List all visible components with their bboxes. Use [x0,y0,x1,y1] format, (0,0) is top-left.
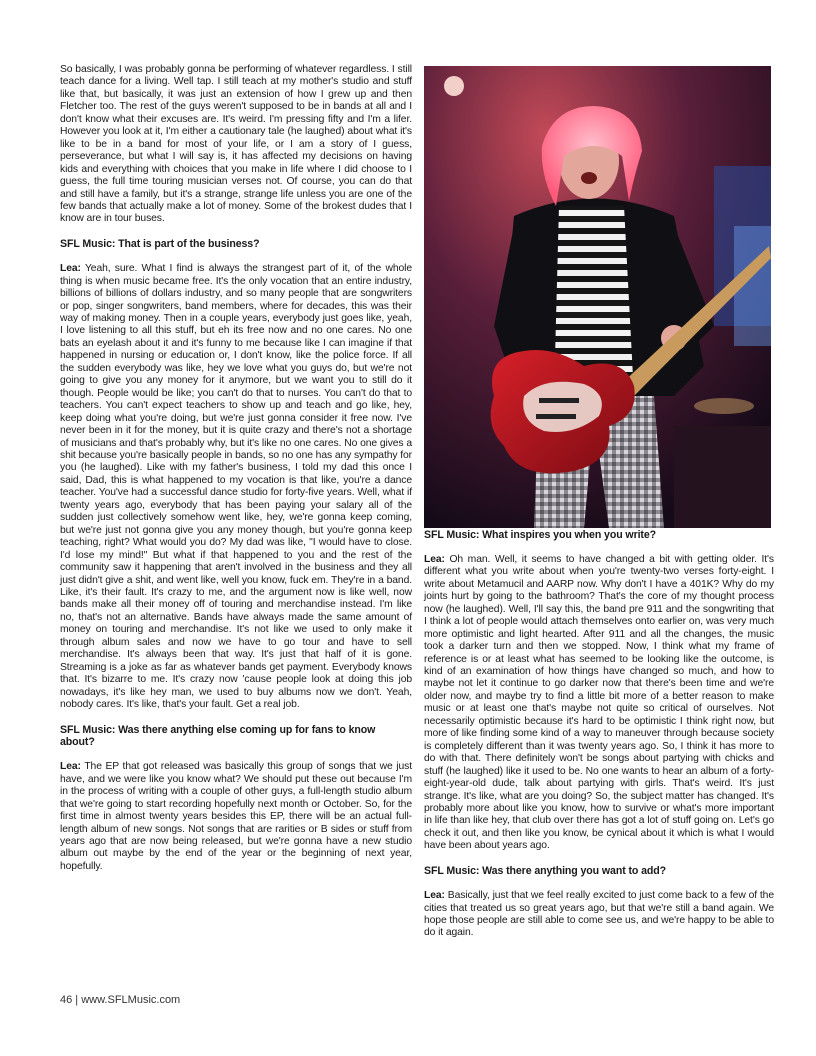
concert-photo [424,66,771,528]
answer-text: Yeah, sure. What I find is always the strangest part of it, of the whole thing is when music became free. It's the only vocation that an entire industry, billions of billions of dollars industry, and so many people that are songwriters or pop, singer songwriters, band members, where for decades, this was their way of making money. Then in a couple years, everybody just goes like, yeah, I love listening to all this stuff, but eh its free now and no one cares. No one bats an eyelash about it and it's funny to me because like I can imagine if that happened in nursing or education or, I don't know, like the police force. If all the sudden everybody was like, hey we love what you guys do, but we're not going to give you any money for it anymore, but we want you to still do it though. People would be like; you can't do that to nurses. You can't do that to teachers. You can't expect teachers to show up and teach and go like, hey, keep doing what you're doing, but we're just gonna consider it free now. I've never been in it for the money, but it is quite crazy and there's not a shortage of musicians and that's probably why, but it's like no one cares. No one gives a shit because you're basically people in bands, so no one has any sympathy for you (he laughed). Like with my father's business, I told my dad this once I said, Dad, this is what happened to my vocation is that like, you're a dance teacher. You've had a successful dance studio for forty-five years. Well, what if twenty years ago, everybody that has been paying your salary all of the sudden just collectively somehow went like, hey, we're gonna keep coming, but we're just not gonna give you any money though, but you're gonna keep teaching, right? What would you do? My dad was like, "I would have to close. I'd lose my mind!" But what if that happened to you and the rest of the community saw it happening that aren't involved in the business and they all just didn't give a shit, and went like, well you know, fuck em. They're in a band. Like, it's their fault. It's crazy to me, and the argument now is like well, now bands make all their money off of touring and merchandise instead. I'm like no, that's not an alternative. Bands have always made the same amount of money on touring and merchandise. It's not like we used to only make it through album sales and now we have to go tour and have to sell merchandise. It's always been that way. It's just that half of it is gone. Streaming is a joke as far as whatever bands get payment. Everybody knows that. It's bizarre to me. It's crazy now 'cause people look at doing this job nowadays, it's like hey man, we used to buy albums now we don't. Yeah, nobody cares. It's like, that's your fault. Get a real job. [60,263,412,711]
paragraph [60,64,412,226]
interview-answer [60,263,412,711]
answer-text: So basically, I was probably gonna be performing of whatever regardless. I still teach dance for a living. Well tap. I still teach at my mother's studio and stuff like that, but basically, it was just an extension of how I grew up and then Fletcher too. The rest of the guys weren't supposed to be in bands at all and I don't know what their excuses are. It's weird. I'm pressing fifty and I'm a lifer. However you look at it, I'm either a cautionary tale (he laughed) about what it's like to be in a band for most of your life, or I am a story of I guess, perseverance, but what I will say is, it has affected my decisions on having kids and everything with choices that you make in life where I did choose to I guess, the full time touring musician verses not. Of course, you can do that and still have a family, but it's a strange, strange life unless you are one of the few bands that actually make a lot of money. Some of the brokest dudes that I know are in tour buses. [60,64,412,225]
interview-answer [424,554,774,853]
interview-answer [60,761,412,873]
page-footer: 46 | www.SFLMusic.com [60,994,181,1006]
answer-text: Basically, just that we feel really excited to just come back to a few of the cities that treated us so great years ago, but that we're still a band again. We hope those people are still able to come see us, and we're happy to be able to do it again. [424,890,774,939]
right-column [424,529,774,940]
interview-question: SFL Music: That is part of the business? [60,238,260,251]
speaker-label: Lea: [424,890,445,902]
interview-question: SFL Music: Was there anything else coming up for fans to know about? [60,723,376,749]
stage-light [444,76,464,96]
speaker-label: Lea: [60,263,81,275]
interview-answer [424,890,774,940]
interview-question: SFL Music: What inspires you when you write? [424,529,657,541]
speaker-label: Lea: [424,553,445,565]
left-column [60,64,412,873]
speaker-label: Lea: [60,761,81,773]
answer-text: Oh man. Well, it seems to have changed a bit with getting older. It's different what you write about when you're twenty-two verses forty-eight. I write about Metamucil and AARP now. Why don't I have a 401K? Why do my joints hurt by going to the bathroom? That's the core of my thought process now (he laughed). Well, I'll say this, the band pre 911 and the songwriting that I think a lot of people would attach themselves onto earlier on, was very much more optimistic and light hearted. After 911 and all the changes, the music took a darker turn and then we stopped. Now, I think what my frame of reference is or at least what has seemed to be looking like the outcome, is kind of an examination of how things have changed so much, and how to maybe not let it continue to go darker now that there's been time and we're older now, and maybe try to find a little bit more of a better reason to make music or at least one that's maybe not quite so critical of ourselves. Not necessarily optimistic because it's hard to be optimistic I think right now, but more of like finding some kind of a way to maneuver through because society is completely different than it was twenty years ago. So, I think it has more to do with that. There definitely won't be songs about partying with chicks and stuff (he laughed) like it used to be. No one wants to hear an album of a forty-eight-year-old dude, talk about partying with girls. That's weird. It's just strange. It's like, what are you doing? So, the subject matter has changed. It's probably more about like you know, how to survive or what's more important in life than like hey, that club over there has got a lot of stuff going on. Let's go check it out, and then like you know, be cynical about it which is what I would have been about years ago. [424,553,774,852]
interview-question: SFL Music: Was there anything you want to add? [424,865,667,878]
performer-illustration [424,66,771,528]
answer-text: The EP that got released was basically this group of songs that we just have, and we were like you know what? We should put these out because I'm in the process of writing with a couple of other guys, a full-length studio album that we're going to start recording hopefully next month or October. So, for the first time in almost twenty years besides this EP, there will be an actual full-length album of new songs. Not songs that are rarities or B sides or stuff from years ago that are now being released, but we're gonna have a new studio album out maybe by the end of the year or the beginning of next year, hopefully. [60,761,412,872]
